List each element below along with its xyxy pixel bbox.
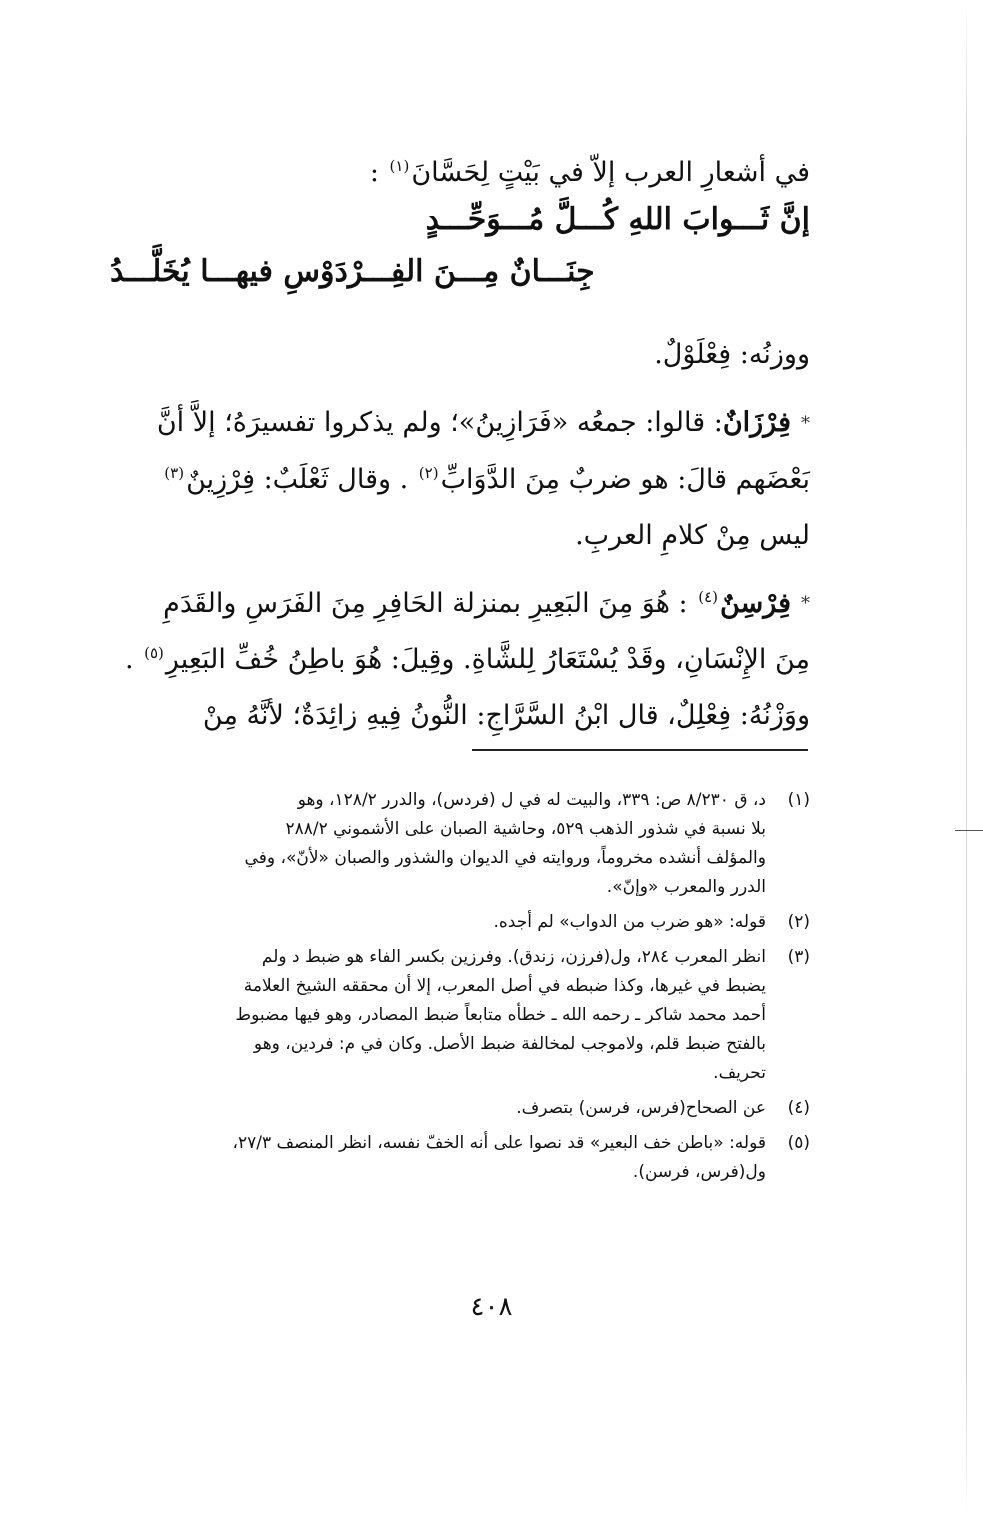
- entry-firzan-line-1: *فِرْزَانٌ: قالوا: جمعُه «فَرَازِينُ»؛ ولم يذكروا تفسيرَهُ؛ إلاَّ أنَّ: [156, 407, 810, 438]
- footnote-text: [110, 908, 766, 937]
- entry-firsin-line-2: مِنَ الإِنْسَانِ، وقَدْ يُسْتَعَارُ لِلشَّاةِ. وقِيلَ: هُوَ باطِنُ خُفِّ البَعِيرِ$^{(٥)}$ .: [124, 644, 810, 675]
- footnote-2: [110, 908, 810, 937]
- footnote-3: [110, 943, 810, 1088]
- footnote-text: [110, 943, 766, 1088]
- footnote-1: [110, 786, 810, 902]
- footnote-line: الدرر والمعرب «وإنّ».: [606, 877, 766, 897]
- entry-star-icon: *: [801, 593, 810, 614]
- footnote-ref-3[interactable]: (٣): [164, 463, 185, 482]
- footnotes: [110, 786, 810, 1193]
- footnote-text: [110, 1129, 766, 1187]
- page-number: ٤٠٨: [470, 1292, 513, 1322]
- entry-headword: فِرْزَانٌ: [722, 407, 791, 438]
- footnote-divider: [472, 749, 808, 751]
- footnote-number: (٥): [787, 1133, 810, 1153]
- footnote-ref-5[interactable]: (٥): [144, 644, 164, 662]
- footnote-ref-4[interactable]: (٤): [698, 587, 719, 606]
- footnote-number: (٤): [787, 1098, 810, 1118]
- scan-edge-line: [966, 0, 967, 1517]
- entry-firzan-line-3: ليس مِنْ كلامِ العربِ.: [575, 519, 810, 551]
- entry-star-icon: *: [801, 412, 810, 434]
- footnote-line: تحريف.: [713, 1063, 766, 1083]
- entry-firsin: [110, 585, 810, 736]
- footnote-line: قوله: «هو ضرب من الدواب» لم أجده.: [493, 912, 766, 932]
- footnote-text: [110, 1094, 766, 1123]
- entry-firzan-line-2: بَعْضَهم قالَ: هو ضربٌ مِنَ الدَّوَابِّ$^{(٢)}$ . وقال ثَعْلَبٌ: فِرْزِينٌ$^{(٣)}$: [164, 463, 810, 495]
- entry-firsin-line-1: *فِرْسِنٌ$^{(٤)}$ : هُوَ مِنَ البَعِيرِ بمنزلة الحَافِرِ مِنَ الفَرَسِ والقَدَمِ: [163, 587, 810, 619]
- main-text: [110, 150, 810, 735]
- footnote-line: يضبط في غيرها، وكذا ضبطه في أصل المعرب، إلا أن محققه الشيخ العلامة: [243, 976, 766, 996]
- entry-headword: فِرْسِنٌ: [720, 587, 791, 619]
- footnote-line: عن الصحاح(فرس، فرسن) بتصرف.: [516, 1098, 766, 1118]
- footnote-line: ول(فرس، فرسن).: [632, 1162, 766, 1182]
- footnote-number: (٣): [787, 947, 810, 967]
- footnote-line: والمؤلف أنشده مخروماً، وروايته في الديوان والشذور والصبان «لأنّ»، وفي: [244, 848, 766, 868]
- footnote-text: [110, 786, 766, 902]
- verse-hemistich-2: جِنَـــانٌ مِـــنَ الفِـــرْدَوْسِ فيهـــا يُخَلَّـــدُ: [110, 254, 595, 289]
- margin-tick-mark: [955, 830, 983, 831]
- footnote-line: بالفتح ضبط قلم، ولاموجب لمخالفة ضبط الأصل. وكان في م: فردين، وهو: [253, 1034, 766, 1054]
- footnote-number: (١): [787, 790, 810, 810]
- verse-hemistich-1: إنَّ ثَـــوابَ اللهِ كُـــلَّ مُـــوَحِّـــدٍ: [425, 202, 810, 237]
- footnote-line: أحمد محمد شاكر ـ رحمه الله ـ خطأه متابعاً ضبط المصادر، وهو فيها مضبوط: [235, 1005, 766, 1025]
- footnote-line: انظر المعرب ٢٨٤، ول(فرزن، زندق). وفرزين بكسر الفاء هو ضبط د ولم: [261, 947, 766, 967]
- entry-firsin-line-3: ووَزْنُهُ: فِعْلِلٌ، قال ابْنُ السَّرَّاجِ: النُّونُ فِيهِ زائِدَةٌ؛ لأنَّهُ مِنْ: [202, 700, 810, 731]
- footnote-line: قوله: «باطن خف البعير» قد نصوا على أنه الخفّ نفسه، انظر المنصف ٢٧/٣،: [232, 1133, 766, 1153]
- footnote-4: [110, 1094, 810, 1123]
- footnote-number: (٢): [787, 912, 810, 932]
- footnote-ref-1[interactable]: (١): [389, 157, 410, 175]
- footnote-ref-2[interactable]: (٢): [418, 463, 439, 482]
- footnote-line: بلا نسبة في شذور الذهب ٥٢٩، وحاشية الصبان على الأشموني ٢٨٨/٢: [285, 819, 766, 839]
- entry-firzan: [110, 404, 810, 555]
- intro-line: في أشعارِ العرب إلاّ في بَيْتٍ لِحَسَّانَ$^{(١)}$ :: [369, 157, 810, 188]
- footnote-line: د، ق ٨/٢٣٠ ص: ٣٣٩، والبيت له في ل (فردس)، والدرر ١٢٨/٢، وهو: [297, 790, 766, 810]
- footnote-5: [110, 1129, 810, 1187]
- weight-line: ووزنُه: فِعْلَوْلٌ.: [654, 339, 810, 370]
